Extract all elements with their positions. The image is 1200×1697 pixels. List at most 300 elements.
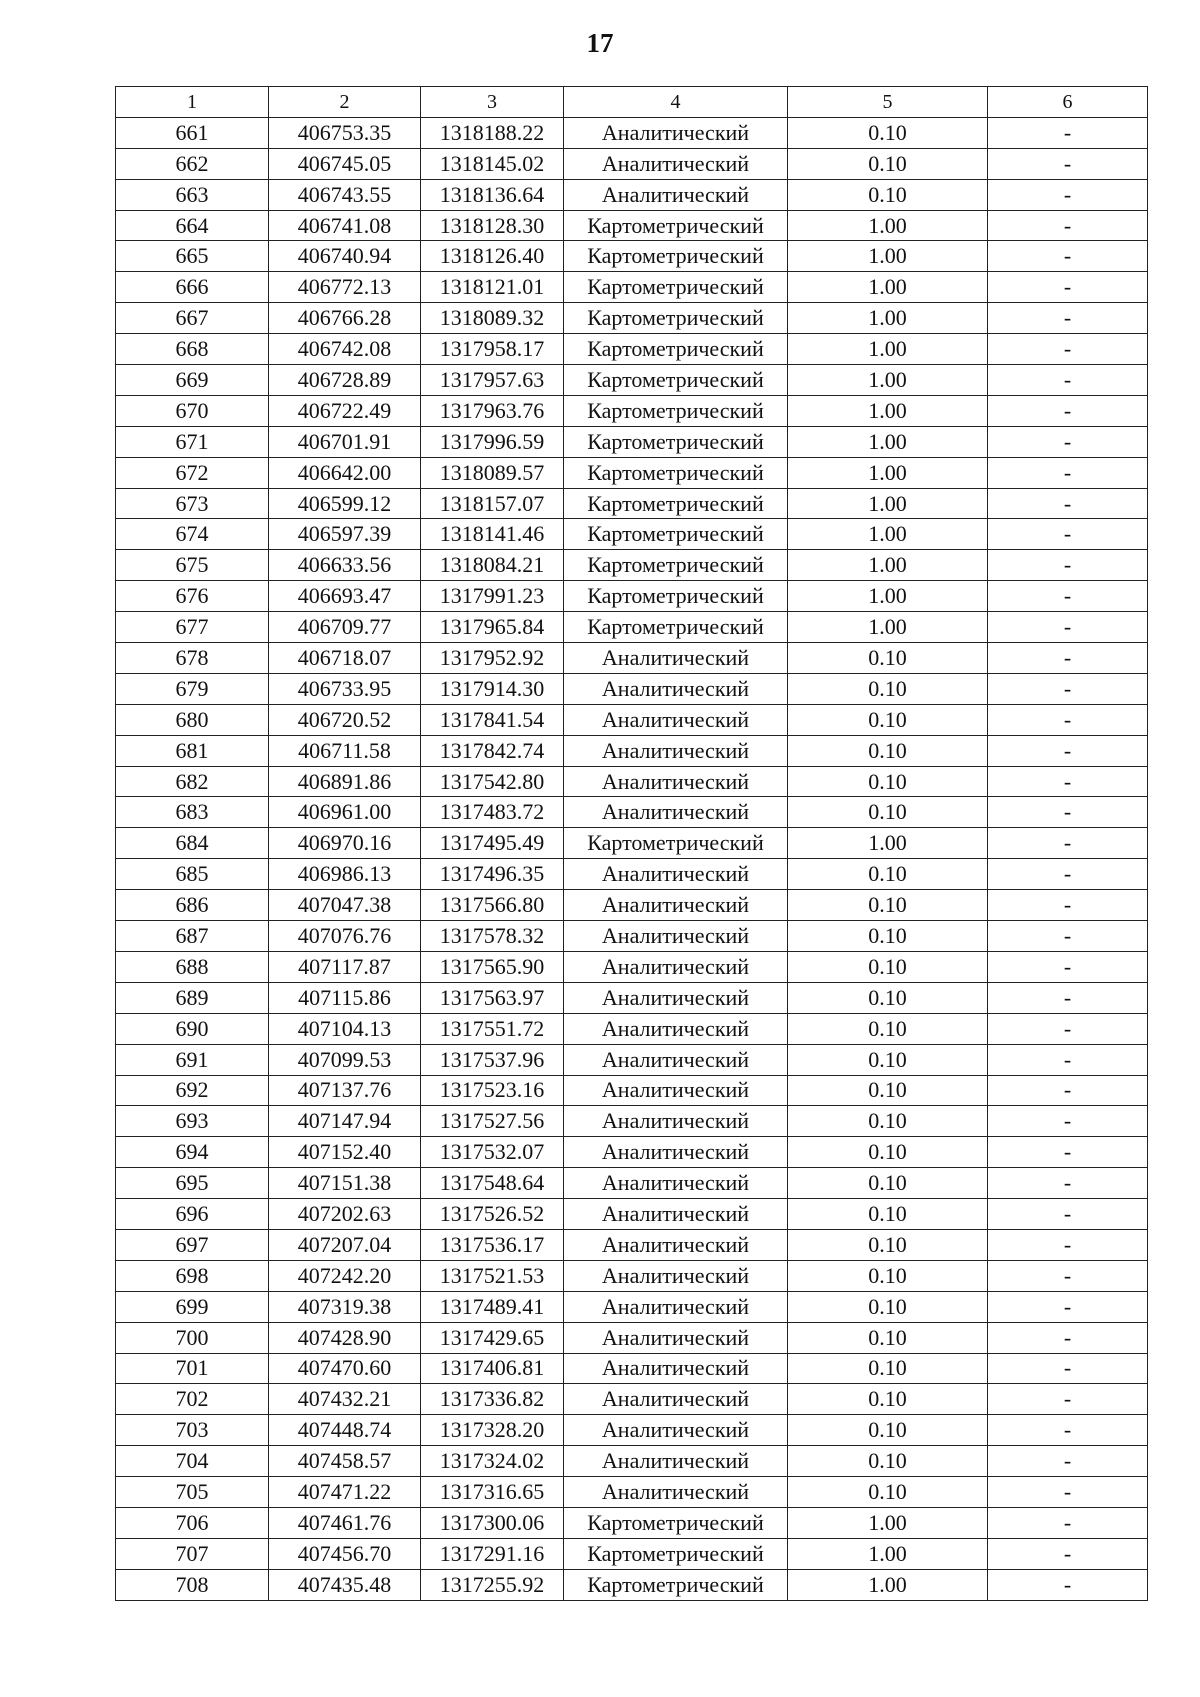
cell-y-coordinate: 1317496.35 bbox=[421, 859, 564, 890]
cell-y-coordinate: 1317495.49 bbox=[421, 828, 564, 859]
cell-method: Аналитический bbox=[564, 797, 788, 828]
cell-x-coordinate: 406740.94 bbox=[269, 241, 421, 272]
cell-point-number: 679 bbox=[116, 673, 269, 704]
cell-note: - bbox=[988, 704, 1148, 735]
cell-accuracy: 1.00 bbox=[788, 457, 988, 488]
cell-note: - bbox=[988, 395, 1148, 426]
cell-x-coordinate: 407152.40 bbox=[269, 1137, 421, 1168]
cell-x-coordinate: 406597.39 bbox=[269, 519, 421, 550]
page-number: 17 bbox=[586, 28, 614, 58]
cell-y-coordinate: 1317483.72 bbox=[421, 797, 564, 828]
cell-method: Аналитический bbox=[564, 148, 788, 179]
cell-method: Аналитический bbox=[564, 179, 788, 210]
cell-x-coordinate: 406741.08 bbox=[269, 210, 421, 241]
table-row bbox=[116, 735, 1148, 766]
cell-y-coordinate: 1317521.53 bbox=[421, 1260, 564, 1291]
cell-note: - bbox=[988, 1538, 1148, 1569]
cell-accuracy: 0.10 bbox=[788, 951, 988, 982]
cell-x-coordinate: 406633.56 bbox=[269, 550, 421, 581]
cell-x-coordinate: 407470.60 bbox=[269, 1353, 421, 1384]
cell-note: - bbox=[988, 859, 1148, 890]
cell-accuracy: 0.10 bbox=[788, 1044, 988, 1075]
cell-x-coordinate: 407137.76 bbox=[269, 1075, 421, 1106]
cell-x-coordinate: 407448.74 bbox=[269, 1415, 421, 1446]
cell-accuracy: 0.10 bbox=[788, 643, 988, 674]
cell-x-coordinate: 406599.12 bbox=[269, 488, 421, 519]
cell-method: Аналитический bbox=[564, 766, 788, 797]
cell-x-coordinate: 406772.13 bbox=[269, 272, 421, 303]
table-row bbox=[116, 210, 1148, 241]
cell-y-coordinate: 1317551.72 bbox=[421, 1013, 564, 1044]
cell-y-coordinate: 1317536.17 bbox=[421, 1229, 564, 1260]
cell-method: Аналитический bbox=[564, 890, 788, 921]
cell-note: - bbox=[988, 1477, 1148, 1508]
cell-x-coordinate: 407202.63 bbox=[269, 1199, 421, 1230]
table-row bbox=[116, 1106, 1148, 1137]
cell-accuracy: 0.10 bbox=[788, 1199, 988, 1230]
cell-method: Аналитический bbox=[564, 117, 788, 148]
cell-point-number: 706 bbox=[116, 1507, 269, 1538]
column-header-1: 1 bbox=[116, 87, 269, 118]
cell-method: Аналитический bbox=[564, 1229, 788, 1260]
cell-point-number: 705 bbox=[116, 1477, 269, 1508]
cell-method: Аналитический bbox=[564, 704, 788, 735]
cell-note: - bbox=[988, 982, 1148, 1013]
cell-method: Картометрический bbox=[564, 550, 788, 581]
table-row bbox=[116, 241, 1148, 272]
cell-method: Картометрический bbox=[564, 457, 788, 488]
cell-point-number: 670 bbox=[116, 395, 269, 426]
cell-point-number: 673 bbox=[116, 488, 269, 519]
cell-point-number: 681 bbox=[116, 735, 269, 766]
cell-method: Аналитический bbox=[564, 1168, 788, 1199]
cell-point-number: 699 bbox=[116, 1291, 269, 1322]
table-row bbox=[116, 797, 1148, 828]
cell-y-coordinate: 1317841.54 bbox=[421, 704, 564, 735]
cell-point-number: 693 bbox=[116, 1106, 269, 1137]
table-row bbox=[116, 1353, 1148, 1384]
cell-accuracy: 0.10 bbox=[788, 1075, 988, 1106]
cell-accuracy: 0.10 bbox=[788, 1106, 988, 1137]
cell-x-coordinate: 406722.49 bbox=[269, 395, 421, 426]
cell-note: - bbox=[988, 179, 1148, 210]
cell-method: Картометрический bbox=[564, 210, 788, 241]
cell-point-number: 678 bbox=[116, 643, 269, 674]
cell-point-number: 671 bbox=[116, 426, 269, 457]
cell-note: - bbox=[988, 1137, 1148, 1168]
cell-y-coordinate: 1318188.22 bbox=[421, 117, 564, 148]
cell-y-coordinate: 1317537.96 bbox=[421, 1044, 564, 1075]
table-row bbox=[116, 303, 1148, 334]
cell-y-coordinate: 1317523.16 bbox=[421, 1075, 564, 1106]
cell-point-number: 663 bbox=[116, 179, 269, 210]
cell-accuracy: 0.10 bbox=[788, 148, 988, 179]
cell-accuracy: 0.10 bbox=[788, 1353, 988, 1384]
cell-method: Картометрический bbox=[564, 581, 788, 612]
cell-accuracy: 1.00 bbox=[788, 272, 988, 303]
cell-accuracy: 1.00 bbox=[788, 1538, 988, 1569]
cell-method: Аналитический bbox=[564, 1075, 788, 1106]
table-row bbox=[116, 1229, 1148, 1260]
cell-note: - bbox=[988, 550, 1148, 581]
cell-point-number: 696 bbox=[116, 1199, 269, 1230]
cell-y-coordinate: 1317991.23 bbox=[421, 581, 564, 612]
table-row bbox=[116, 1538, 1148, 1569]
cell-note: - bbox=[988, 1291, 1148, 1322]
cell-y-coordinate: 1317963.76 bbox=[421, 395, 564, 426]
cell-point-number: 682 bbox=[116, 766, 269, 797]
cell-point-number: 697 bbox=[116, 1229, 269, 1260]
cell-x-coordinate: 407435.48 bbox=[269, 1569, 421, 1600]
cell-note: - bbox=[988, 643, 1148, 674]
cell-accuracy: 1.00 bbox=[788, 395, 988, 426]
table-row bbox=[116, 550, 1148, 581]
cell-point-number: 702 bbox=[116, 1384, 269, 1415]
table-row bbox=[116, 828, 1148, 859]
cell-note: - bbox=[988, 766, 1148, 797]
cell-accuracy: 0.10 bbox=[788, 117, 988, 148]
table-row bbox=[116, 1260, 1148, 1291]
cell-x-coordinate: 407428.90 bbox=[269, 1322, 421, 1353]
cell-y-coordinate: 1317578.32 bbox=[421, 921, 564, 952]
cell-accuracy: 0.10 bbox=[788, 1229, 988, 1260]
cell-method: Картометрический bbox=[564, 1538, 788, 1569]
cell-x-coordinate: 406693.47 bbox=[269, 581, 421, 612]
cell-point-number: 701 bbox=[116, 1353, 269, 1384]
cell-accuracy: 0.10 bbox=[788, 1137, 988, 1168]
cell-accuracy: 0.10 bbox=[788, 735, 988, 766]
cell-method: Аналитический bbox=[564, 673, 788, 704]
cell-note: - bbox=[988, 1013, 1148, 1044]
cell-note: - bbox=[988, 1260, 1148, 1291]
column-header-3: 3 bbox=[421, 87, 564, 118]
table-row bbox=[116, 117, 1148, 148]
cell-note: - bbox=[988, 1229, 1148, 1260]
cell-note: - bbox=[988, 797, 1148, 828]
cell-method: Картометрический bbox=[564, 828, 788, 859]
cell-x-coordinate: 406728.89 bbox=[269, 365, 421, 396]
table-row bbox=[116, 488, 1148, 519]
table-row bbox=[116, 1137, 1148, 1168]
cell-y-coordinate: 1317328.20 bbox=[421, 1415, 564, 1446]
cell-x-coordinate: 407104.13 bbox=[269, 1013, 421, 1044]
cell-note: - bbox=[988, 1106, 1148, 1137]
cell-point-number: 692 bbox=[116, 1075, 269, 1106]
cell-y-coordinate: 1317542.80 bbox=[421, 766, 564, 797]
cell-y-coordinate: 1318089.57 bbox=[421, 457, 564, 488]
cell-x-coordinate: 406745.05 bbox=[269, 148, 421, 179]
cell-accuracy: 0.10 bbox=[788, 766, 988, 797]
cell-y-coordinate: 1317255.92 bbox=[421, 1569, 564, 1600]
cell-y-coordinate: 1317565.90 bbox=[421, 951, 564, 982]
cell-y-coordinate: 1318121.01 bbox=[421, 272, 564, 303]
table-row bbox=[116, 148, 1148, 179]
cell-point-number: 708 bbox=[116, 1569, 269, 1600]
cell-accuracy: 0.10 bbox=[788, 797, 988, 828]
cell-method: Картометрический bbox=[564, 272, 788, 303]
cell-y-coordinate: 1317429.65 bbox=[421, 1322, 564, 1353]
table-row bbox=[116, 643, 1148, 674]
cell-point-number: 667 bbox=[116, 303, 269, 334]
table-row bbox=[116, 395, 1148, 426]
cell-accuracy: 0.10 bbox=[788, 859, 988, 890]
cell-method: Картометрический bbox=[564, 519, 788, 550]
cell-x-coordinate: 407076.76 bbox=[269, 921, 421, 952]
cell-method: Аналитический bbox=[564, 859, 788, 890]
cell-note: - bbox=[988, 1446, 1148, 1477]
cell-method: Картометрический bbox=[564, 1569, 788, 1600]
cell-accuracy: 0.10 bbox=[788, 704, 988, 735]
cell-point-number: 695 bbox=[116, 1168, 269, 1199]
cell-x-coordinate: 407151.38 bbox=[269, 1168, 421, 1199]
cell-x-coordinate: 407115.86 bbox=[269, 982, 421, 1013]
cell-x-coordinate: 406642.00 bbox=[269, 457, 421, 488]
table-row bbox=[116, 334, 1148, 365]
cell-y-coordinate: 1317291.16 bbox=[421, 1538, 564, 1569]
cell-method: Аналитический bbox=[564, 951, 788, 982]
cell-method: Аналитический bbox=[564, 1106, 788, 1137]
cell-accuracy: 1.00 bbox=[788, 210, 988, 241]
cell-x-coordinate: 406743.55 bbox=[269, 179, 421, 210]
cell-note: - bbox=[988, 581, 1148, 612]
cell-y-coordinate: 1317532.07 bbox=[421, 1137, 564, 1168]
cell-x-coordinate: 407117.87 bbox=[269, 951, 421, 982]
cell-point-number: 687 bbox=[116, 921, 269, 952]
cell-point-number: 703 bbox=[116, 1415, 269, 1446]
cell-method: Аналитический bbox=[564, 1199, 788, 1230]
cell-method: Аналитический bbox=[564, 1291, 788, 1322]
cell-note: - bbox=[988, 1199, 1148, 1230]
cell-accuracy: 0.10 bbox=[788, 982, 988, 1013]
cell-point-number: 662 bbox=[116, 148, 269, 179]
cell-point-number: 707 bbox=[116, 1538, 269, 1569]
cell-method: Аналитический bbox=[564, 735, 788, 766]
cell-accuracy: 1.00 bbox=[788, 581, 988, 612]
cell-y-coordinate: 1318128.30 bbox=[421, 210, 564, 241]
cell-x-coordinate: 407147.94 bbox=[269, 1106, 421, 1137]
table-row bbox=[116, 1322, 1148, 1353]
cell-point-number: 704 bbox=[116, 1446, 269, 1477]
cell-method: Картометрический bbox=[564, 303, 788, 334]
cell-accuracy: 1.00 bbox=[788, 519, 988, 550]
cell-method: Аналитический bbox=[564, 1384, 788, 1415]
cell-y-coordinate: 1317566.80 bbox=[421, 890, 564, 921]
cell-note: - bbox=[988, 117, 1148, 148]
cell-method: Аналитический bbox=[564, 1353, 788, 1384]
cell-note: - bbox=[988, 488, 1148, 519]
cell-note: - bbox=[988, 951, 1148, 982]
cell-note: - bbox=[988, 426, 1148, 457]
cell-x-coordinate: 406891.86 bbox=[269, 766, 421, 797]
cell-y-coordinate: 1317914.30 bbox=[421, 673, 564, 704]
table-row bbox=[116, 704, 1148, 735]
table-row bbox=[116, 1075, 1148, 1106]
cell-point-number: 666 bbox=[116, 272, 269, 303]
cell-note: - bbox=[988, 735, 1148, 766]
table-row bbox=[116, 179, 1148, 210]
cell-method: Аналитический bbox=[564, 1137, 788, 1168]
cell-accuracy: 0.10 bbox=[788, 1322, 988, 1353]
cell-note: - bbox=[988, 1075, 1148, 1106]
table-row bbox=[116, 982, 1148, 1013]
column-header-5: 5 bbox=[788, 87, 988, 118]
cell-x-coordinate: 407458.57 bbox=[269, 1446, 421, 1477]
cell-note: - bbox=[988, 365, 1148, 396]
cell-point-number: 690 bbox=[116, 1013, 269, 1044]
table-row bbox=[116, 766, 1148, 797]
table-row bbox=[116, 1168, 1148, 1199]
cell-method: Картометрический bbox=[564, 1507, 788, 1538]
cell-y-coordinate: 1318089.32 bbox=[421, 303, 564, 334]
cell-point-number: 665 bbox=[116, 241, 269, 272]
cell-method: Картометрический bbox=[564, 241, 788, 272]
cell-point-number: 691 bbox=[116, 1044, 269, 1075]
cell-accuracy: 1.00 bbox=[788, 828, 988, 859]
cell-accuracy: 1.00 bbox=[788, 1507, 988, 1538]
cell-point-number: 684 bbox=[116, 828, 269, 859]
cell-y-coordinate: 1318157.07 bbox=[421, 488, 564, 519]
cell-method: Картометрический bbox=[564, 395, 788, 426]
cell-accuracy: 1.00 bbox=[788, 334, 988, 365]
table-row bbox=[116, 1477, 1148, 1508]
cell-x-coordinate: 407207.04 bbox=[269, 1229, 421, 1260]
cell-note: - bbox=[988, 921, 1148, 952]
column-header-6: 6 bbox=[988, 87, 1148, 118]
cell-note: - bbox=[988, 1168, 1148, 1199]
cell-y-coordinate: 1317526.52 bbox=[421, 1199, 564, 1230]
cell-note: - bbox=[988, 1507, 1148, 1538]
cell-x-coordinate: 407319.38 bbox=[269, 1291, 421, 1322]
cell-y-coordinate: 1318084.21 bbox=[421, 550, 564, 581]
cell-point-number: 700 bbox=[116, 1322, 269, 1353]
cell-note: - bbox=[988, 303, 1148, 334]
cell-point-number: 677 bbox=[116, 612, 269, 643]
cell-point-number: 672 bbox=[116, 457, 269, 488]
cell-y-coordinate: 1317958.17 bbox=[421, 334, 564, 365]
cell-note: - bbox=[988, 1353, 1148, 1384]
cell-y-coordinate: 1317965.84 bbox=[421, 612, 564, 643]
cell-point-number: 675 bbox=[116, 550, 269, 581]
table-row bbox=[116, 1507, 1148, 1538]
cell-accuracy: 1.00 bbox=[788, 488, 988, 519]
cell-accuracy: 0.10 bbox=[788, 921, 988, 952]
cell-accuracy: 0.10 bbox=[788, 1260, 988, 1291]
cell-y-coordinate: 1317489.41 bbox=[421, 1291, 564, 1322]
cell-y-coordinate: 1317527.56 bbox=[421, 1106, 564, 1137]
cell-accuracy: 1.00 bbox=[788, 303, 988, 334]
column-header-4: 4 bbox=[564, 87, 788, 118]
column-header-2: 2 bbox=[269, 87, 421, 118]
cell-note: - bbox=[988, 1322, 1148, 1353]
cell-accuracy: 0.10 bbox=[788, 1168, 988, 1199]
coordinates-table bbox=[115, 86, 1148, 1601]
cell-point-number: 674 bbox=[116, 519, 269, 550]
cell-x-coordinate: 406753.35 bbox=[269, 117, 421, 148]
cell-point-number: 686 bbox=[116, 890, 269, 921]
cell-note: - bbox=[988, 519, 1148, 550]
cell-accuracy: 0.10 bbox=[788, 890, 988, 921]
cell-x-coordinate: 407242.20 bbox=[269, 1260, 421, 1291]
cell-y-coordinate: 1317996.59 bbox=[421, 426, 564, 457]
cell-x-coordinate: 406720.52 bbox=[269, 704, 421, 735]
cell-x-coordinate: 407461.76 bbox=[269, 1507, 421, 1538]
cell-point-number: 689 bbox=[116, 982, 269, 1013]
cell-y-coordinate: 1318126.40 bbox=[421, 241, 564, 272]
cell-y-coordinate: 1318141.46 bbox=[421, 519, 564, 550]
cell-x-coordinate: 407471.22 bbox=[269, 1477, 421, 1508]
table-row bbox=[116, 1013, 1148, 1044]
cell-x-coordinate: 407432.21 bbox=[269, 1384, 421, 1415]
cell-accuracy: 0.10 bbox=[788, 179, 988, 210]
cell-note: - bbox=[988, 148, 1148, 179]
cell-method: Аналитический bbox=[564, 643, 788, 674]
cell-note: - bbox=[988, 272, 1148, 303]
table-row bbox=[116, 1044, 1148, 1075]
cell-accuracy: 0.10 bbox=[788, 1477, 988, 1508]
table-row bbox=[116, 673, 1148, 704]
cell-accuracy: 0.10 bbox=[788, 1446, 988, 1477]
cell-x-coordinate: 406961.00 bbox=[269, 797, 421, 828]
cell-accuracy: 0.10 bbox=[788, 673, 988, 704]
cell-x-coordinate: 406986.13 bbox=[269, 859, 421, 890]
cell-y-coordinate: 1317300.06 bbox=[421, 1507, 564, 1538]
table-row bbox=[116, 612, 1148, 643]
cell-y-coordinate: 1318136.64 bbox=[421, 179, 564, 210]
cell-accuracy: 0.10 bbox=[788, 1384, 988, 1415]
cell-point-number: 668 bbox=[116, 334, 269, 365]
cell-method: Картометрический bbox=[564, 365, 788, 396]
cell-method: Аналитический bbox=[564, 1013, 788, 1044]
cell-accuracy: 1.00 bbox=[788, 365, 988, 396]
cell-y-coordinate: 1317957.63 bbox=[421, 365, 564, 396]
cell-note: - bbox=[988, 1415, 1148, 1446]
cell-note: - bbox=[988, 241, 1148, 272]
cell-x-coordinate: 406701.91 bbox=[269, 426, 421, 457]
table-row bbox=[116, 365, 1148, 396]
table-row bbox=[116, 1569, 1148, 1600]
cell-accuracy: 0.10 bbox=[788, 1013, 988, 1044]
table-row bbox=[116, 457, 1148, 488]
table-row bbox=[116, 1199, 1148, 1230]
cell-x-coordinate: 407456.70 bbox=[269, 1538, 421, 1569]
cell-method: Картометрический bbox=[564, 426, 788, 457]
cell-point-number: 685 bbox=[116, 859, 269, 890]
cell-y-coordinate: 1317952.92 bbox=[421, 643, 564, 674]
cell-method: Аналитический bbox=[564, 1044, 788, 1075]
cell-note: - bbox=[988, 1384, 1148, 1415]
table-row bbox=[116, 426, 1148, 457]
cell-point-number: 676 bbox=[116, 581, 269, 612]
cell-method: Аналитический bbox=[564, 1477, 788, 1508]
cell-x-coordinate: 406718.07 bbox=[269, 643, 421, 674]
table-row bbox=[116, 1291, 1148, 1322]
cell-y-coordinate: 1317563.97 bbox=[421, 982, 564, 1013]
cell-accuracy: 1.00 bbox=[788, 1569, 988, 1600]
cell-note: - bbox=[988, 890, 1148, 921]
cell-point-number: 680 bbox=[116, 704, 269, 735]
table-row bbox=[116, 890, 1148, 921]
cell-point-number: 683 bbox=[116, 797, 269, 828]
table-row bbox=[116, 859, 1148, 890]
cell-x-coordinate: 406709.77 bbox=[269, 612, 421, 643]
cell-note: - bbox=[988, 673, 1148, 704]
cell-y-coordinate: 1317548.64 bbox=[421, 1168, 564, 1199]
cell-point-number: 694 bbox=[116, 1137, 269, 1168]
cell-note: - bbox=[988, 612, 1148, 643]
cell-method: Аналитический bbox=[564, 1415, 788, 1446]
cell-accuracy: 0.10 bbox=[788, 1291, 988, 1322]
cell-note: - bbox=[988, 1569, 1148, 1600]
